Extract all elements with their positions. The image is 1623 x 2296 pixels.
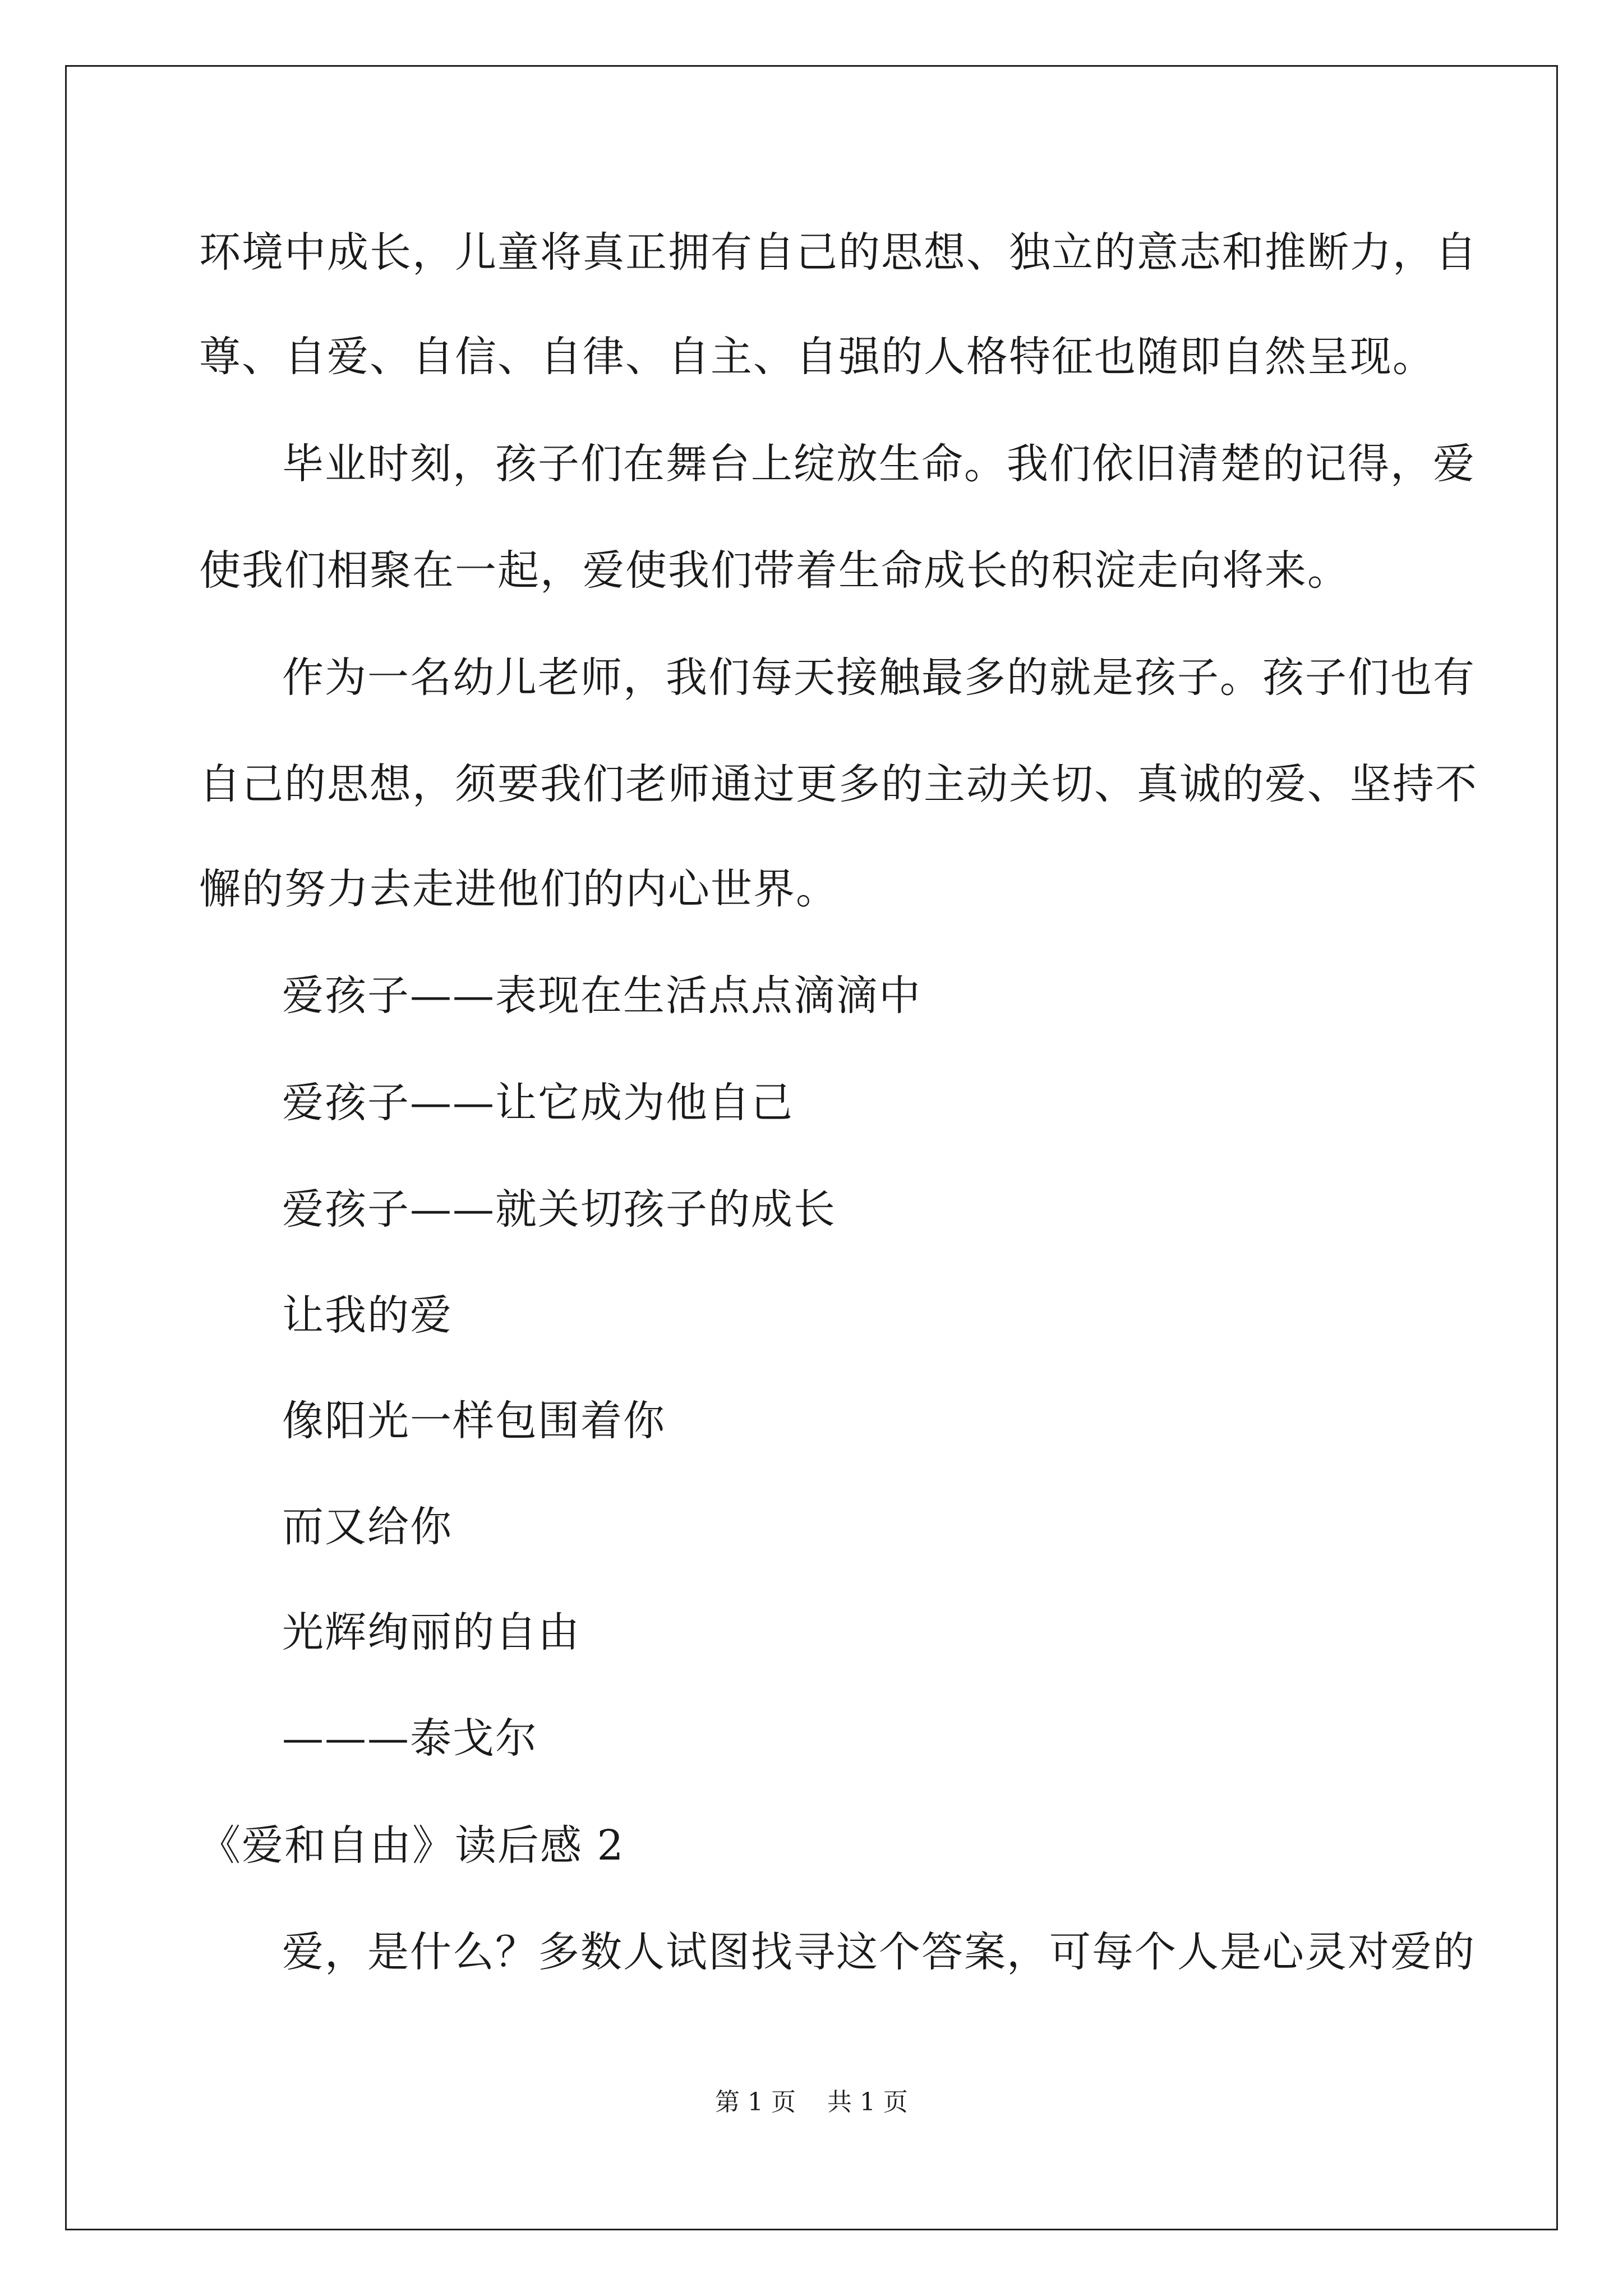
poem-line-2: 爱孩子——让它成为他自己	[282, 1079, 794, 1127]
body-line-5: 作为一名幼儿老师，我们每天接触最多的就是孩子。孩子们也有	[282, 654, 1476, 702]
body-line-2: 尊、自爱、自信、自律、自主、自强的人格特征也随即自然呈现。	[199, 333, 1435, 381]
body-line-7: 懈的努力去走进他们的内心世界。	[199, 865, 838, 913]
body-line-8: 爱，是什么？多数人试图找寻这个答案，可每个人是心灵对爱的	[282, 1928, 1476, 1976]
body-line-1: 环境中成长，儿童将真正拥有自己的思想、独立的意志和推断力，自	[199, 228, 1478, 277]
poem-line-7: 光辉绚丽的自由	[282, 1608, 580, 1657]
poem-attribution: ———泰戈尔	[282, 1714, 538, 1763]
body-line-3: 毕业时刻，孩子们在舞台上绽放生命。我们依旧清楚的记得，爱	[282, 440, 1476, 488]
poem-line-6: 而又给你	[282, 1503, 453, 1551]
poem-line-3: 爱孩子——就关切孩子的成长	[282, 1185, 836, 1234]
body-line-6: 自己的思想，须要我们老师通过更多的主动关切、真诚的爱、坚持不	[199, 760, 1478, 808]
poem-line-4: 让我的爱	[282, 1291, 453, 1340]
page-border	[65, 65, 1558, 2230]
page-footer: 第 1 页 共 1 页	[715, 2088, 908, 2116]
poem-line-1: 爱孩子——表现在生活点点滴滴中	[282, 972, 921, 1020]
section-heading: 《爱和自由》读后感 2	[199, 1821, 625, 1870]
poem-line-5: 像阳光一样包围着你	[282, 1397, 666, 1445]
body-line-4: 使我们相聚在一起，爱使我们带着生命成长的积淀走向将来。	[199, 546, 1350, 595]
